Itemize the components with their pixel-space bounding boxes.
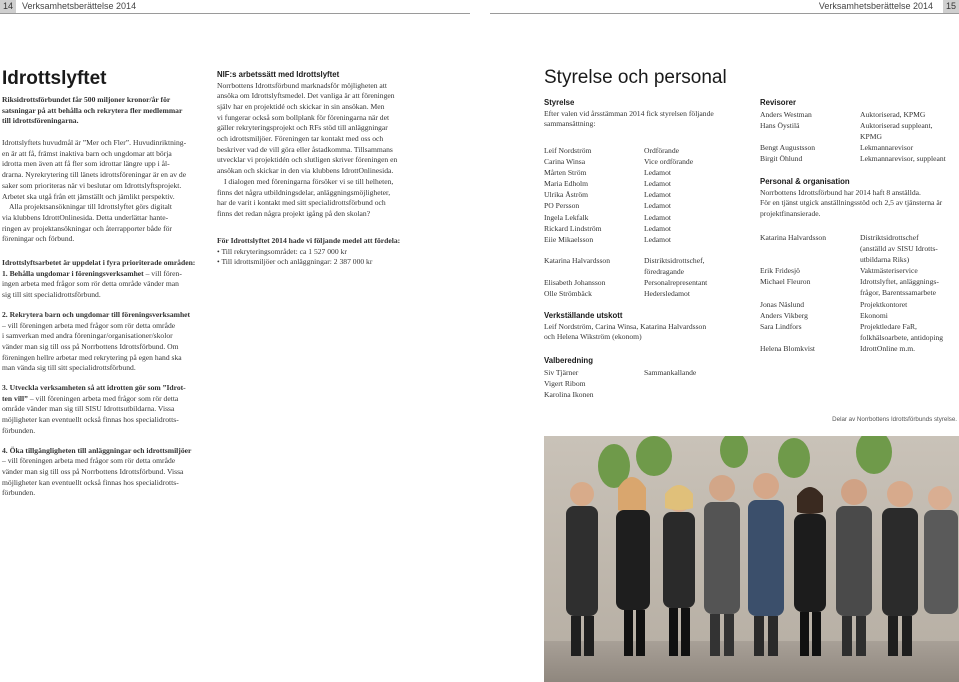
bullet-icon: • [217,246,220,256]
area-line: 3. Utveckla verksamheten så att idrotten gör som ”Idrot- [2,383,186,393]
article-lead [2,95,207,127]
area-line: ingen arbeta med frågor som rör detta område vänder man [2,279,179,289]
area-line: ten vill” – vill föreningen arbeta med frågor som rör detta [2,393,179,403]
photo-caption: Delar av Norrbottens Idrottsförbunds styrelse. [832,416,957,423]
area-line: sig till sitt specialidrottsförbund. [2,290,101,300]
nif-line: gäller rekryteringsprojekt och RFs stöd till anläggningar [217,123,388,133]
right-header-rule [490,13,959,14]
board-member-row: Maria Edholm Ledamot [544,179,671,189]
staff-row: utbildarna Riks) [860,255,910,265]
left-page-header [0,0,470,13]
board-member-row: PO Persson Ledamot [544,201,671,211]
staff-row: Sara Lindfors Projektledare FaR, [760,321,917,331]
area-2 [2,310,207,374]
styrelse-heading: Styrelse [544,98,575,107]
revisor-row: Anders Westman Auktoriserad, KPMG [760,109,926,119]
personal-line: För en tjänst utgick anställningsstöd och 2,5 av tjänsterna är [760,198,943,208]
valberedning-section [544,356,754,400]
right-running-title: Verksamhetsberättelse 2014 [818,1,933,11]
intro-line: via klubbens IdrottOnlinesida. Detta underlättar hante- [2,212,169,222]
personal-heading: Personal & organisation [760,177,850,186]
board-member-row: Ulrika Åström Ledamot [544,190,671,200]
board-member-row: Ingela Lekfalk Ledamot [544,212,671,222]
funds-item: • Till rekryteringsområdet: ca 1 527 000 kr [217,246,347,256]
area-line: 4. Öka tillgängligheten till anläggningar och idrottsmiljöer [2,445,192,455]
nif-line: och idrottsmiljöer. Föreningen tar kontakt med oss och [217,134,384,144]
personal-line: Norrbottens Idrottsförbund har 2014 haft 8 anställda. [760,187,921,197]
styrelse-section [544,98,754,130]
valberedning-row: Vigert Ribom [544,378,586,388]
intro-line: saker som prioriteras när vi beslutar om Idrottslyftsprojekt. [2,180,182,190]
board-title: Styrelse och personal [544,67,727,88]
staff-row: Michael Fleuron Idrottslyftet, anläggnings- [760,277,939,287]
personal-line: projektfinansierade. [760,209,821,219]
board-other-row: Elisabeth Johansson Personalrepresentant [544,278,708,288]
valberedning-row: Karolina Ikonen [544,389,594,399]
nif-line: ansöka om Idrottslyftsmedel. Det vanliga är att föreningen [217,91,395,101]
right-page-header [490,0,959,13]
valberedning-row: Siv Tjärner Sammankallande [544,367,697,377]
board-member-row: Eiie Mikaelsson Ledamot [544,234,671,244]
nif-line: ansökan och skickar in den via klubbens IdrottOnlinesida. [217,166,394,176]
board-others-list [544,255,754,299]
staff-row: (anställd av SISU Idrotts- [860,244,938,254]
board-member-row: Carina Winsa Vice ordförande [544,157,694,167]
area-line: man vända sig till sitt specialidrottsförbund. [2,363,136,373]
nif-line: beskriver vad de vill göra eller åstadkomma. Tillsammans [217,144,393,154]
board-member-row: Leif Nordström Ordförande [544,146,679,155]
vu-line: Leif Nordström, Carina Winsa, Katarina Halvardsson [544,321,707,331]
lead-line: till idrottsföreningarna. [2,116,79,126]
styrelse-intro-line: sammansättning: [544,119,596,129]
funds-item: • Till idrottsmiljöer och anläggningar: 2 387 000 kr [217,257,373,267]
nif-line: har de varit i kontakt med sitt specialidrottsförbund och [217,198,386,208]
intro-line: drarna. Nyrekrytering till länets idrottsföreningar är en av de [2,170,187,180]
article-title: Idrottslyftet [2,68,107,89]
board-members-list [544,145,754,245]
area-line: vänder man sig till oss på Norrbottens Idrottsförbund. Vissa [2,466,184,476]
area-line: 1. Behålla ungdomar i föreningsverksamhet – vill fören- [2,268,182,278]
area-line: – vill föreningen arbeta med frågor som rör detta område [2,320,176,330]
nif-line: I dialogen med föreningarna försöker vi se till helheten, [224,176,394,186]
nif-line: finns det redan några projekt igång på den skolan? [217,208,371,218]
intro-line: Alla projektsansökningar till Idrottslyftet görs digitalt [9,202,173,212]
vu-line: och Helena Wikström (ekonom) [544,332,642,342]
intro-line: ringen av projektansökningar och återrapporter både för [2,223,172,233]
area-line: vänder man sig till oss på Norrbottens Idrottsförbund. Om [2,341,179,351]
revisor-row: Bengt Augustsson Lekmannarevisor [760,142,914,152]
intro-line: Idrottslyftets huvudmål är ”Mer och Fler”. Huvudinriktning- [2,138,187,147]
area-line: 2. Rekrytera barn och ungdomar till föreningsverksamhet [2,309,191,319]
lead-line: satsningar på att behålla och rekrytera fler medlemmar [2,105,183,115]
area-line: möjligheter kan eventuellt också finnas hos specialidrotts- [2,415,179,425]
area-line: – vill föreningen arbeta med frågor som rör detta område [2,456,176,466]
board-other-row: Olle Strömbäck Hedersledamot [544,289,690,299]
area-line: förbunden. [2,488,36,498]
personal-section [760,177,959,220]
board-member-row: Rickard Lindström Ledamot [544,223,671,233]
group-photo-image [544,436,959,682]
intro-line: Arbetet ska utgå från ett jämställt och jämlikt perspektiv. [2,191,175,201]
board-other-row: Katarina Halvardsson Distriktsidrottschef, [544,256,705,265]
area-1 [2,269,207,301]
board-group-photo [544,436,959,682]
left-page-number: 14 [0,0,16,13]
area-line: förbunden. [2,425,36,435]
vu-section [544,311,754,343]
nif-line: Norrbottens Idrottsförbund marknadsför möjligheten att [217,80,387,90]
funds-list [217,247,427,268]
article-intro [2,138,207,245]
intro-line: en är att få, främst inaktiva barn och ungdomar att börja [2,148,172,158]
staff-row: frågor, Barentssamarbete [860,288,937,298]
vu-heading: Verkställande utskott [544,311,623,320]
staff-row: Jonas Näslund Projektkontoret [760,299,908,309]
revisor-row: KPMG [860,131,882,141]
areas-intro: Idrottslyftsarbetet är uppdelat i fyra prioriterade områden: [2,258,196,267]
styrelse-intro-line: Efter valen vid årsstämman 2014 fick styrelsen följande [544,108,714,118]
staff-row: folkhälsoarbete, antidoping [860,332,944,342]
areas-section [2,258,207,499]
area-line: möjligheter kan eventuellt också finnas hos specialidrotts- [2,477,179,487]
area-line: föreningen hellre arbetar med rekrytering på egen hand ska [2,352,182,362]
intro-line: föreningar och förbund. [2,234,75,244]
revisorer-section [760,98,959,164]
staff-row: Anders Vikberg Ekonomi [760,310,888,320]
right-page-number: 15 [943,0,959,13]
nif-line: utvecklar vi projektidén och slutligen skriver föreningen en [217,155,398,165]
staff-row: Katarina Halvardsson Distriktsidrottschef [760,233,919,242]
revisor-row: Hans Öystilä Auktoriserad suppleant, [760,120,933,130]
funds-section [217,236,427,268]
board-other-row: föredragande [644,267,685,277]
intro-line: idrotta men även att få fler som idrottar längre upp i ål- [2,159,170,169]
nif-line: finns det några utbildningsdelar, anläggningsmöjligheter, [217,187,391,197]
left-running-title: Verksamhetsberättelse 2014 [22,1,137,11]
staff-row: Erik Fridesjö Vaktmästeriservice [760,266,918,276]
valberedning-list [544,367,754,400]
nif-line: själv har en projektidé och skickar in sin ansökan. Men [217,101,385,111]
lead-line: Riksidrottsförbundet får 500 miljoner kronor/år för [2,95,171,104]
staff-list [760,232,959,354]
area-line: i samverkan med andra föreningar/organisationer/skolor [2,331,173,341]
nif-heading: NIF:s arbetssätt med Idrottslyftet [217,70,340,79]
funds-heading: För Idrottslyftet 2014 hade vi följande medel att fördela: [217,236,401,245]
area-3 [2,383,207,437]
bullet-icon: • [217,257,220,267]
nif-line: vi fungerar också som bollplank för föreningarna när det [217,112,390,122]
nif-section [217,70,422,220]
revisorer-heading: Revisorer [760,98,796,107]
area-line: område vänder man sig till SISU Idrottsutbildarna. Vissa [2,404,175,414]
staff-row: Helena Blomkvist IdrottOnline m.m. [760,343,916,353]
board-member-row: Mårten Ström Ledamot [544,168,671,178]
revisorer-list [760,109,959,164]
valberedning-heading: Valberedning [544,356,593,365]
area-4 [2,446,207,500]
left-header-rule [0,13,470,14]
revisor-row: Birgit Öhlund Lekmannarevisor, suppleant [760,154,946,164]
